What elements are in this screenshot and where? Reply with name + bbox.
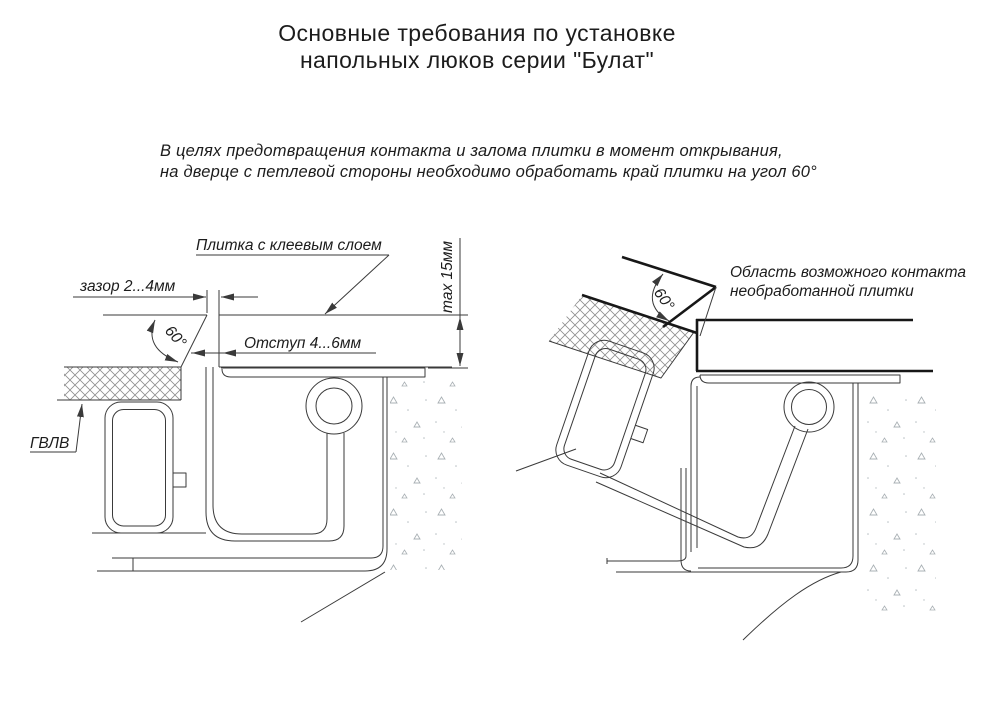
door-tube xyxy=(105,402,186,533)
break-line xyxy=(301,572,385,622)
max-extension-lines xyxy=(428,315,468,368)
dimension-gap xyxy=(73,278,258,297)
page-title-line2: напольных люков серии "Булат" xyxy=(299,47,655,73)
door-pan-outer xyxy=(206,367,344,541)
page-title-line1: Основные требования по установке xyxy=(278,20,676,46)
contact-label-line2: необработанной плитки xyxy=(730,283,914,300)
frame-right-wall-inner xyxy=(698,383,853,568)
latch-tab xyxy=(173,473,186,487)
tile-callout xyxy=(196,237,389,314)
dimension-max-height xyxy=(428,238,468,368)
gvlv-label: ГВЛВ xyxy=(30,435,70,452)
hinge-circle-inner-right xyxy=(792,390,827,425)
right-diagram-open-hatch xyxy=(516,257,966,640)
door-tube-inner xyxy=(113,410,166,527)
gap-label: зазор 2...4мм xyxy=(80,278,176,295)
gvlv-hatch xyxy=(64,367,181,400)
contact-callout xyxy=(730,264,966,300)
offset-label: Отступ 4...6мм xyxy=(244,335,362,352)
door-tube-outer xyxy=(105,402,173,533)
hinge-circle-inner xyxy=(316,388,352,424)
latch-tab-tilted xyxy=(631,425,648,442)
angle-label: 60° xyxy=(161,322,190,352)
note-line1: В целях предотвращения контакта и залома плитки в момент открывания, xyxy=(160,142,783,160)
note-line2: на дверце с петлевой стороны необходимо обработать край плитки на угол 60° xyxy=(160,163,817,181)
concrete-fill-right xyxy=(864,387,936,612)
triangle-upper-edge xyxy=(622,257,716,287)
tile-label: Плитка с клеевым слоем xyxy=(196,237,382,254)
concrete-fill xyxy=(390,380,462,570)
contact-label-line1: Область возможного контакта xyxy=(730,264,966,281)
left-diagram-closed-hatch xyxy=(30,237,468,622)
gvlv-leader xyxy=(76,404,82,452)
frame-flange-right xyxy=(700,375,900,383)
frame-flange xyxy=(221,368,425,377)
angle-60-left xyxy=(152,320,190,362)
angle-60-right xyxy=(650,274,677,321)
tile-leader xyxy=(325,255,389,314)
door-underside-line xyxy=(516,449,576,471)
hinge-circle-outer xyxy=(306,378,362,434)
angle-label-right: 60° xyxy=(649,284,678,314)
gvlv-callout xyxy=(30,404,82,452)
max-height-label: max 15мм xyxy=(439,240,456,314)
break-line-right xyxy=(743,572,841,640)
frame-wall-outer xyxy=(112,377,383,558)
